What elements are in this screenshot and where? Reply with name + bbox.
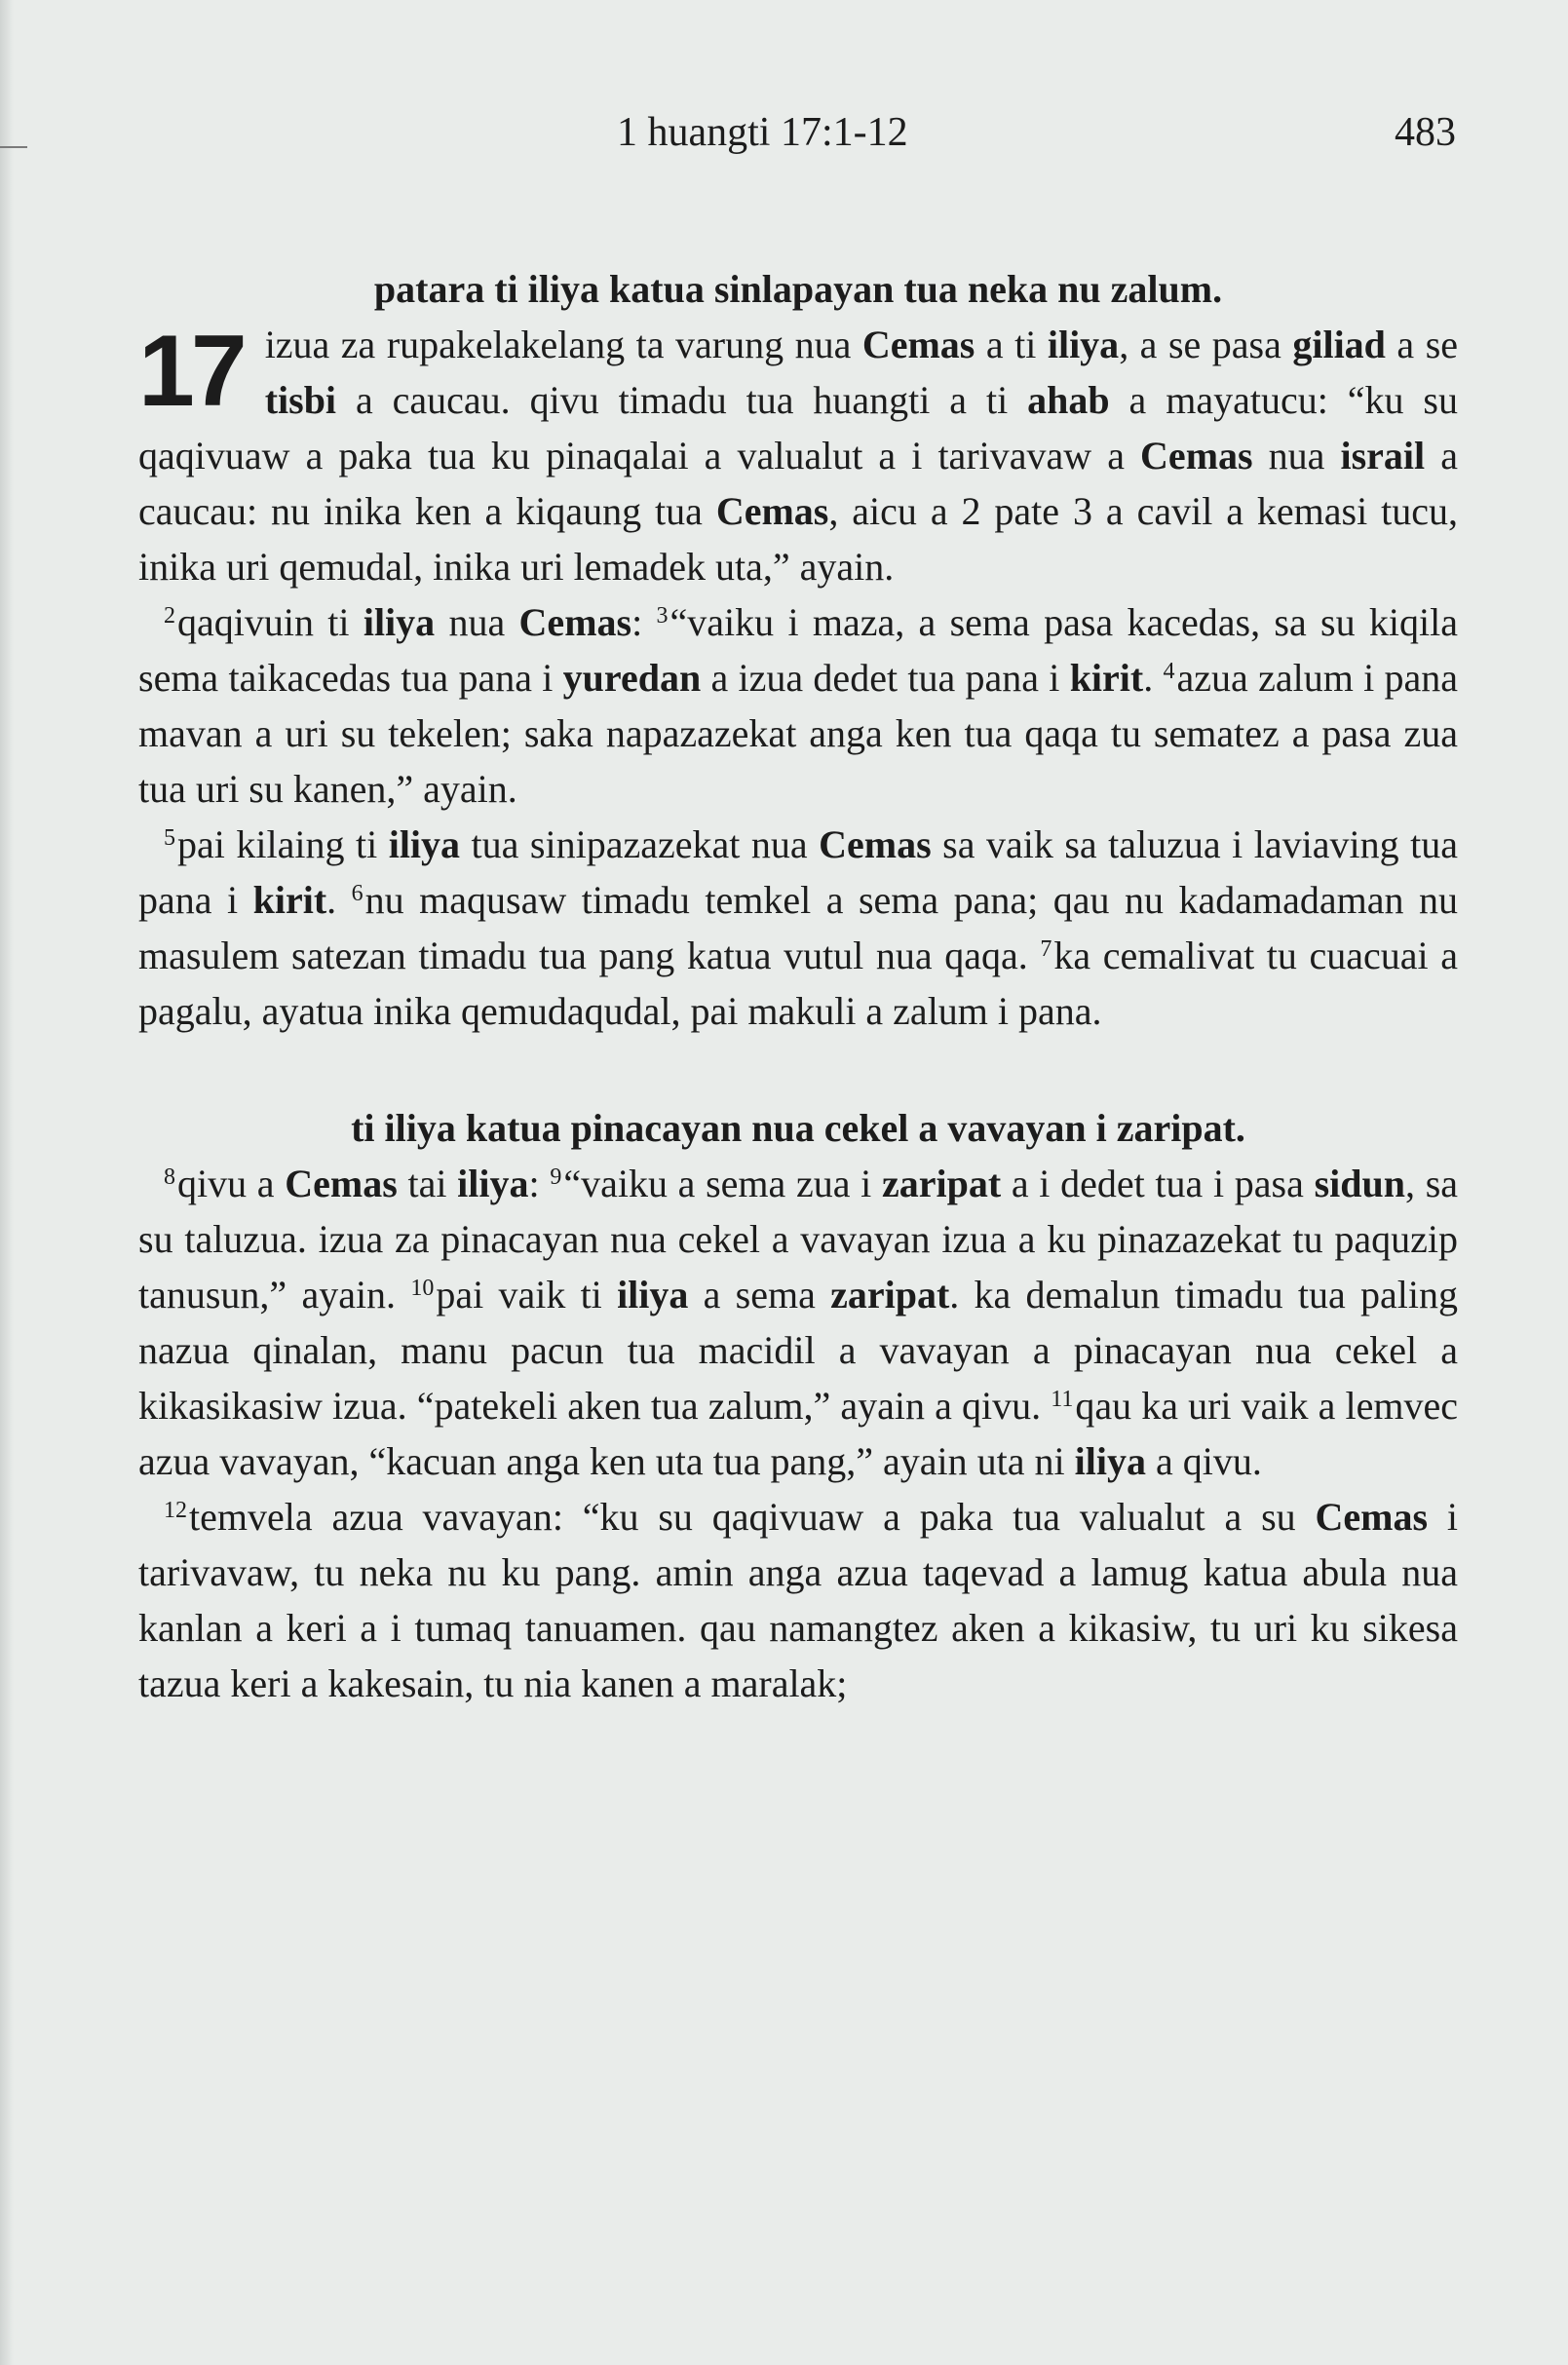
proper-name: Cemas: [1140, 434, 1253, 477]
verse-text: a izua dedet tua pana i: [701, 656, 1070, 700]
verse-text: izua za rupakelakelang ta varung nua: [264, 323, 862, 366]
proper-name: iliya: [388, 822, 461, 866]
verse-text: qivu a: [177, 1162, 286, 1205]
proper-name: kirit: [1069, 656, 1144, 700]
proper-name: zaripat: [830, 1273, 950, 1316]
proper-name: iliya: [457, 1162, 529, 1205]
verse-text: , a se pasa: [1119, 323, 1293, 366]
running-header: [0, 109, 1568, 168]
verse-text: nu maqusaw timadu temkel a sema pana; qau nu kadamadaman nu masulem satezan timadu tua pang katua vutul nua qaqa.: [138, 878, 1458, 977]
verse-number: 11: [1051, 1387, 1074, 1412]
section-heading: patara ti iliya katua sinlapayan tua neka nu zalum.: [373, 267, 1223, 311]
verse-number: 6: [351, 881, 363, 906]
proper-name: Cemas: [861, 323, 975, 366]
proper-name: zaripat: [881, 1162, 1002, 1205]
verse-paragraph: [138, 317, 1458, 594]
proper-name: iliya: [363, 600, 436, 644]
verse-text: pai vaik ti: [436, 1273, 618, 1316]
proper-name: ahab: [1027, 378, 1110, 422]
verse-text: “vaiku i maza, a sema pasa kacedas, sa su kiqila sema taikacedas tua pana i: [138, 600, 1458, 700]
text-column: [138, 261, 1458, 1711]
verse-text: “vaiku a sema zua i: [563, 1162, 882, 1205]
verse-text: ka cemalivat tu cuacuai a pagalu, ayatua inika qemudaqudal, pai makuli a zalum i pana.: [138, 934, 1459, 1033]
proper-name: yuredan: [562, 656, 702, 700]
verse-text: .: [326, 878, 352, 922]
verse-number: 5: [164, 825, 175, 851]
verse-text: tua sinipazazekat nua: [460, 822, 820, 866]
verse-text: a ti: [975, 323, 1048, 366]
chapter-number: 17: [138, 315, 244, 428]
verse-text: :: [528, 1162, 551, 1205]
verse-number: 8: [164, 1164, 175, 1190]
verse-text: , aicu a 2 pate 3 a cavil a kemasi tucu, inika uri qemudal, inika uri lemadek uta,” ayain.: [138, 489, 1459, 589]
verse-paragraph: [138, 817, 1458, 1039]
verse-text: tai: [397, 1162, 458, 1205]
verse-text: a i dedet tua i pasa: [1001, 1162, 1315, 1205]
verse-number: 2: [164, 603, 175, 629]
proper-name: Cemas: [285, 1162, 398, 1205]
verse-paragraph: [138, 1489, 1458, 1711]
verse-text: :: [631, 600, 657, 644]
page-number: 483: [1395, 110, 1456, 155]
proper-name: iliya: [1047, 323, 1120, 366]
proper-name: Cemas: [1315, 1495, 1429, 1539]
section-heading: ti iliya katua pinacayan nua cekel a vavayan i zaripat.: [351, 1106, 1245, 1150]
proper-name: Cemas: [518, 600, 632, 644]
verse-number: 3: [656, 603, 669, 629]
verse-paragraph: [138, 1156, 1458, 1489]
proper-name: Cemas: [819, 822, 932, 866]
verse-number: 12: [164, 1498, 187, 1523]
verse-number: 10: [410, 1276, 435, 1301]
proper-name: tisbi: [264, 378, 337, 422]
verse-text: nua: [1252, 434, 1341, 477]
verse-text: . ka demalun timadu tua paling nazua qinalan, manu pacun tua macidil a vavayan a pinacayan nua cekel a kikasikasiw izua. “patekeli aken tua zalum,” ayain a qivu.: [138, 1273, 1458, 1428]
verse-text: qaqivuin ti: [177, 600, 363, 644]
proper-name: iliya: [1074, 1439, 1146, 1483]
verse-number: 4: [1163, 659, 1175, 684]
verse-number: 9: [550, 1164, 562, 1190]
verse-text: a sema: [688, 1273, 831, 1316]
proper-name: israil: [1340, 434, 1426, 477]
verse-text: , sa su taluzua. izua za pinacayan nua cekel a vavayan izua a ku pinazazekat tu paquzip tanusun,” ayain.: [138, 1162, 1459, 1316]
verse-text: a mayatucu: “ku su qaqivuaw a paka tua ku pinaqalai a valualut a i tarivavaw a: [138, 378, 1458, 477]
verse-text: i tarivavaw, tu neka nu ku pang. amin anga azua taqevad a lamug katua abula nua kanlan a keri a i tumaq tanuamen. qau namangtez aken a kikasiw, tu uri ku sikesa tazua keri a kakesain, tu nia kanen a maralak;: [138, 1495, 1458, 1705]
page-edge: [0, 0, 14, 2365]
proper-name: Cemas: [715, 489, 829, 533]
proper-name: iliya: [617, 1273, 689, 1316]
proper-name: sidun: [1314, 1162, 1405, 1205]
verse-text: a caucau: nu inika ken a kiqaung tua: [138, 434, 1458, 533]
verse-text: pai kilaing ti: [177, 822, 389, 866]
verse-number: 7: [1040, 936, 1052, 962]
chapter-reference: 1 huangti 17:1-12: [617, 110, 908, 155]
verse-text: a caucau. qivu timadu tua huangti a ti: [336, 378, 1028, 422]
proper-name: giliad: [1292, 323, 1386, 366]
proper-name: kirit: [252, 878, 327, 922]
verse-text: .: [1143, 656, 1164, 700]
verse-text: temvela azua vavayan: “ku su qaqivuaw a paka tua valualut a su: [189, 1495, 1316, 1539]
verse-text: sa vaik sa taluzua i laviaving tua pana i: [138, 822, 1459, 922]
verse-text: qau ka uri vaik a lemvec azua vavayan, “kacuan anga ken uta tua pang,” ayain uta ni: [138, 1384, 1458, 1483]
verse-text: azua zalum i pana mavan a uri su tekelen; saka napazazekat anga ken tua qaqa tu sematez a pasa zua tua uri su kanen,” ayain.: [138, 656, 1459, 811]
verse-text: a qivu.: [1146, 1439, 1262, 1483]
verse-text: a se: [1385, 323, 1459, 366]
verse-text: nua: [435, 600, 519, 644]
verse-paragraph: [138, 594, 1458, 817]
